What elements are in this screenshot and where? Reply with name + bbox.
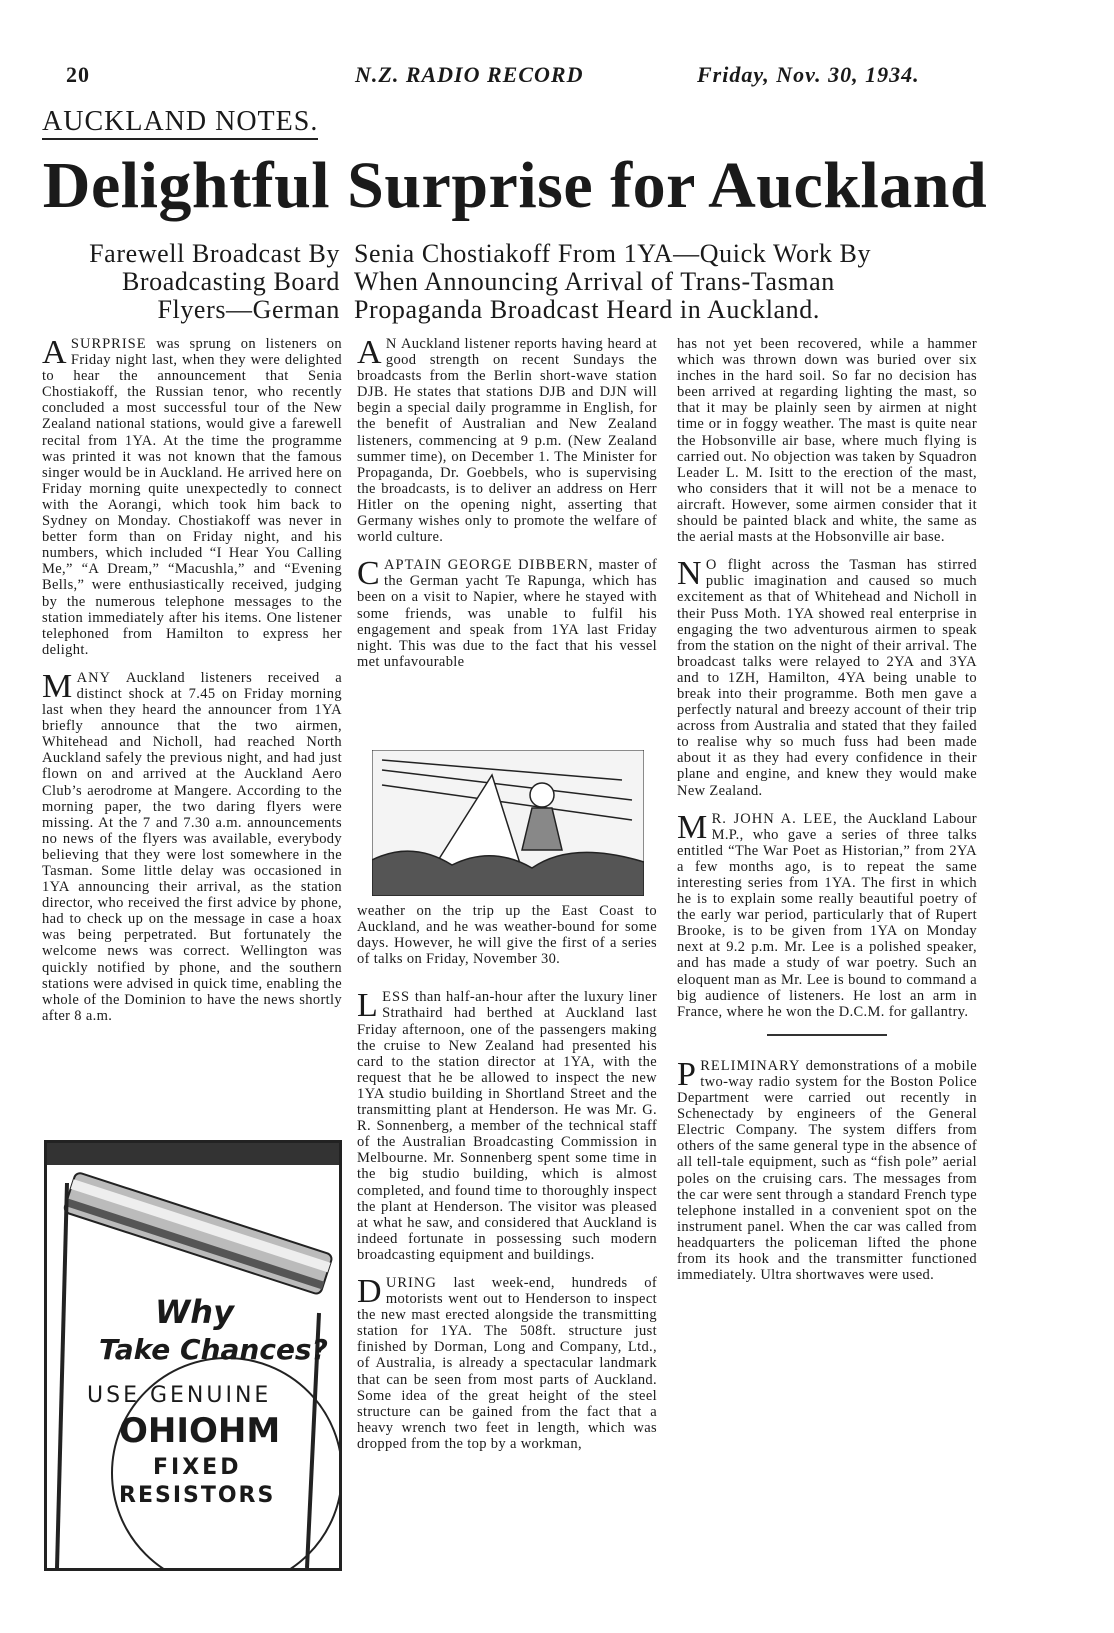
ad-brand: OHIOHM — [119, 1411, 281, 1451]
publication-name: N.Z. RADIO RECORD — [355, 62, 584, 87]
subheadline-line — [40, 240, 990, 268]
article-during — [357, 1272, 657, 1452]
lead-in: ESS — [382, 989, 411, 1006]
lead-in: R. JOHN A. LEE, — [711, 810, 838, 827]
subheadline-right: Propaganda Broadcast Heard in Auckland. — [354, 295, 820, 324]
article-flight — [677, 557, 977, 798]
ad-line: USE GENUINE — [87, 1383, 272, 1408]
article-text: last week-end, hundreds of motorists went out to Henderson to inspect the new mast erected alongside the transmitting station for 1YA. The 508ft. structure just finished by Dorman, Long and Company, Ltd., of Australia, is already a spectacular landmark that can be seen from most parts of Auckland. Some idea of the great height of the steel structure can be gained from the fact that a heavy wrench two feet in length, which was dropped from the top by a workman, — [357, 1274, 657, 1452]
ohiohm-advertisement — [44, 1140, 342, 1571]
subheadline-right: Senia Chostiakoff From 1YA—Quick Work By — [354, 239, 872, 268]
column-middle — [357, 336, 657, 682]
lead-in: URING — [385, 1274, 437, 1291]
article-text: Auckland listeners received a distinct shock at 7.45 on Friday morning last when they heard the announcer from 1YA briefly announce that the two airmen, Whitehead and Nicholl, had reached North Auckland safely the previous night, and had just flown on and arrived at the Auckland Aero Club’s aerodrome at Mangere. According to the morning paper, the two daring flyers were missing. At the 7 and 7.30 a.m. announcements no news of the flyers was available, everybody believing that they were lost somewhere in the Tasman. Some little delay was occasioned in 1YA announcing their arrival, as the station director, who received the first advice by phone, had to check up on the message in case a hoax was being perpetrated. But fortunately the welcome news was correct. Wellington was quickly notified by phone, and the southern stations were advised in quick time, enabling the whole of the Dominion to have the news shortly after 8 a.m. — [42, 669, 342, 1024]
article-many — [42, 667, 342, 1024]
article-lee — [677, 808, 977, 1020]
subheadline-left: Farewell Broadcast By — [89, 239, 340, 268]
divider — [767, 1034, 887, 1036]
page-number: 20 — [66, 62, 90, 87]
lead-in: SURPRISE — [70, 336, 147, 352]
drop-cap: M — [677, 808, 708, 846]
drop-cap: A — [42, 334, 67, 371]
article-preliminary — [677, 1055, 977, 1284]
lead-in: O — [705, 557, 718, 574]
yacht-illustration — [372, 750, 644, 896]
drop-cap: A — [357, 334, 382, 371]
subheadline-left: Flyers—German — [157, 295, 340, 324]
article-text: than half-an-hour after the luxury liner Strathaird had berthed at Auckland last Friday afternoon, one of the passengers making the cruise to New Zealand had presented his card to the station director at 1YA, with the request that he be allowed to inspect the new 1YA studio building in Shortland Street and the transmitting plant at Henderson. He was Mr. G. R. Sonnenberg, a member of the technical staff of the Australian Broadcasting Commission in Melbourne. Mr. Sonnenberg spent some time in the big studio building, which is almost completed, and found time to thoroughly inspect the plant at Henderson. The visitor was pleased at what he saw, and considered that Auckland is indeed fortunate in possessing such modern broadcasting equipment and buildings. — [357, 989, 657, 1263]
ad-line: RESISTORS — [119, 1483, 276, 1508]
subheadline-line — [40, 268, 990, 296]
subheadline-right: When Announcing Arrival of Trans-Tasman — [354, 267, 835, 296]
article-less — [357, 989, 657, 1263]
issue-date: Friday, Nov. 30, 1934. — [697, 62, 920, 87]
article-captain-continued: weather on the trip up the East Coast to Auckland, and he was weather-bound for some days. However, he will give the first of a series of talks on Friday, November 30. — [357, 903, 657, 968]
ad-line: FIXED — [153, 1455, 242, 1480]
drop-cap: D — [357, 1272, 382, 1310]
column-right — [677, 336, 977, 1295]
subheadline-line — [40, 296, 990, 324]
article-text: Auckland listener reports having heard at good strength on recent Sundays the broadcasts from the Berlin short-wave station DJB. He states that stations DJB and DJN will begin a special daily programme in English, for the benefit of Australian and New Zealand listeners, commencing at 9 p.m. (New Zealand summer time), on December 1. The Minister for Propaganda, Dr. Goebbels, who is supervising the broadcasts, is to deliver an address on Herr Hitler on the opening night, asserting that Germany wishes only to promote the welfare of world culture. — [357, 336, 657, 546]
column-middle-continued — [357, 903, 657, 1464]
ad-line: Take Chances? — [99, 1333, 328, 1366]
article-text: master of the German yacht Te Rapunga, which has been on a visit to Napier, where he stayed with some friends, was unable to fulfil his engagement and speak from 1YA last Friday night. This was due to the fact that his vessel met unfavourable — [357, 557, 657, 670]
lead-in: RELIMINARY — [700, 1057, 801, 1074]
lead-in: ANY — [76, 669, 112, 686]
drop-cap: L — [357, 987, 379, 1025]
article-during-continued: has not yet been recovered, while a hammer which was thrown down was buried over six inches in the hard soil. So far no decision has been arrived at regarding lighting the mast, so that it may be plainly seen by airmen at night time or in foggy weather. The mast is quite near the Hobsonville air base, where much flying is carried out. No objection was taken by Squadron Leader L. M. Isitt to the erection of the mast, who considers that it will not be a menace to aircraft. However, some airmen consider that it should be painted black and white, the same as the aerial masts at the Hobsonville air base. — [677, 336, 977, 546]
article-captain — [357, 557, 657, 670]
column-left — [42, 336, 342, 1036]
ad-line: Why — [155, 1293, 234, 1331]
subheadline-left: Broadcasting Board — [121, 267, 340, 296]
article-text: the Auckland Labour M.P., who gave a series of three talks entitled “The War Poet as Historian,” from 2YA a few months ago, is to repeat the same interesting series from 1YA. The first in which he is to explain some really beautiful poetry of the early war period, particularly that of Rupert Brooke, is to be given from 1YA on Monday next at 9.2 p.m. Mr. Lee is a polished speaker, and has made a study of war poetry. Such an eloquent man as Mr. Lee is bound to command a big audience of listeners. He lost an arm in France, where he won the D.C.M. for gallantry. — [677, 810, 977, 1020]
article-listener — [357, 336, 657, 545]
lead-in: N — [385, 336, 398, 352]
headline: Delightful Surprise for Auckland — [42, 149, 988, 222]
drop-cap: P — [677, 1055, 697, 1093]
article-text: flight across the Tasman has stirred public imagination and caused so much excitement as that of Whitehead and Nicholl in their Puss Moth. 1YA showed real enterprise in engaging the two adventurous airmen to speak from the station on the night of their arrival. The broadcast talks were relayed to 2YA and 3YA and to 1ZH, Hamilton, 4YA being unable to break into their programme. Both men gave a perfectly natural and breezy account of their trip across from Australia and stated that they failed to realise why so much fuss had been made about it as they had every confidence in their plane and engine, and knew they would make New Zealand. — [677, 557, 977, 799]
section-title: AUCKLAND NOTES. — [42, 106, 318, 140]
drop-cap: C — [357, 555, 381, 593]
drop-cap: N — [677, 555, 702, 593]
article-surprise — [42, 336, 342, 658]
lead-in: APTAIN GEORGE DIBBERN, — [384, 557, 594, 574]
article-text: was sprung on listeners on Friday night last, when they were delighted to hear the announcement that Senia Chostiakoff, the Russian tenor, who recently concluded a most successful tour of the New Zealand national stations, would give a farewell recital from 1YA. At the time the programme was printed it was not known that the famous singer would be in Auckland. He arrived here on Friday morning quite unexpectedly to connect with the Aorangi, which took him back to Sydney on Monday. Chostiakoff was never in better form than on Friday night, and his numbers, which included “I Hear You Calling Me,” “A Dream,” “Macushla,” and “Evening Bells,” were enthusiastically received, judging by the numerous telephone messages to the station immediately after his items. One listener telephoned from Hamilton to express her delight. — [42, 336, 342, 658]
drop-cap: M — [42, 667, 73, 705]
article-text: demonstrations of a mobile two-way radio system for the Boston Police Department were carried out recently in Schenectady by engineers of the General Electric Company. The system differs from others of the same general type in the absence of all tell-tale equipment, such as “fish pole” aerial poles on the cruising cars. The messages from the car were sent through a standard French type telephone installed in a convenient spot on the instrument panel. When the car was called from headquarters the policeman lifted the phone from its hook and the transmitter functioned immediately. Ultra shortwaves were used. — [677, 1057, 977, 1284]
